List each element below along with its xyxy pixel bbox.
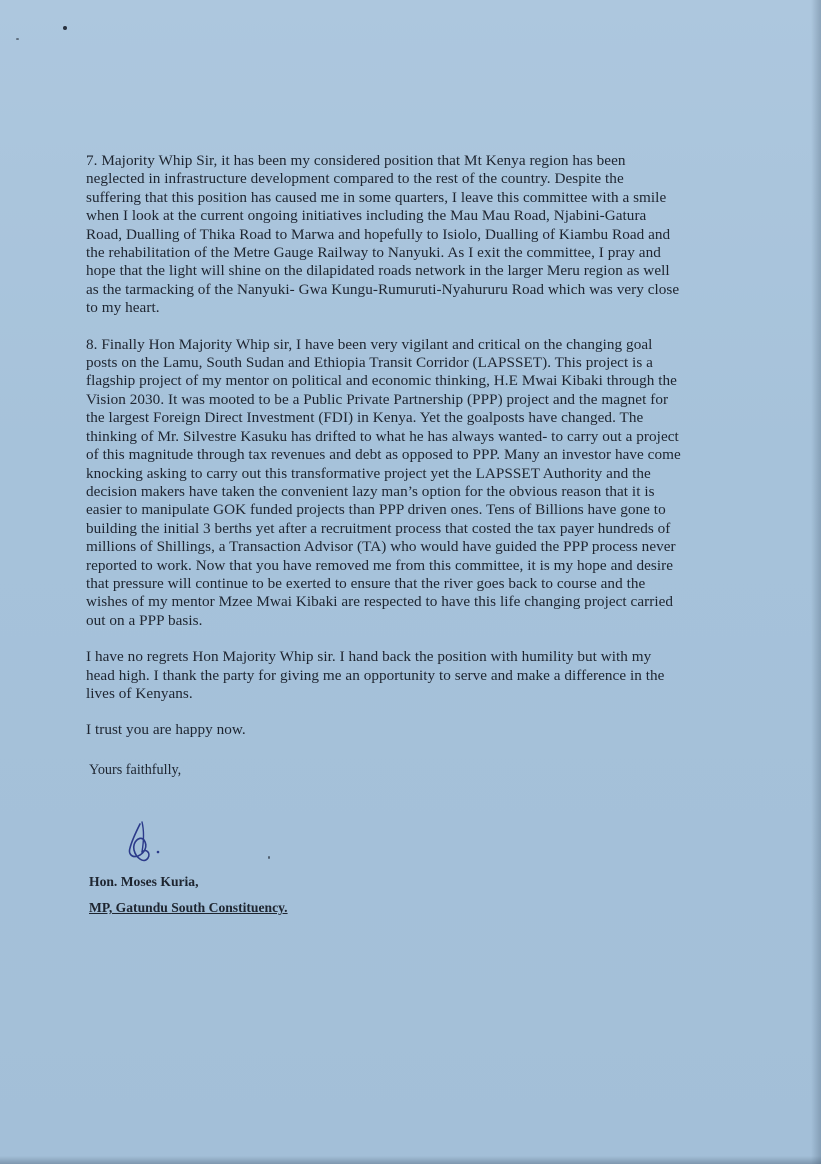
paragraph-no-regrets xyxy=(86,648,726,703)
text-line: that pressure will continue to be exerted to ensure that the river goes back to course and the xyxy=(86,574,646,592)
signatory-name: Hon. Moses Kuria, xyxy=(89,874,199,889)
handwritten-signature xyxy=(118,818,178,868)
letter-body xyxy=(86,152,726,779)
scan-speck xyxy=(268,856,270,859)
paragraph-8 xyxy=(86,336,726,631)
text-line: the largest Foreign Direct Investment (FDI) in Kenya. Yet the goalposts have changed. The xyxy=(86,409,644,427)
text-line: knocking asking to carry out this transformative project yet the LAPSSET Authority and the xyxy=(86,464,651,482)
text-line: thinking of Mr. Silvestre Kasuku has drifted to what he has always wanted- to carry out a project xyxy=(86,427,679,445)
text-line: out on a PPP basis. xyxy=(86,611,203,629)
text-line: 7. Majority Whip Sir, it has been my considered position that Mt Kenya region has been xyxy=(86,152,626,169)
scan-edge-shadow xyxy=(811,0,821,1164)
text-line: posts on the Lamu, South Sudan and Ethiopia Transit Corridor (LAPSSET). This project is a xyxy=(86,354,653,372)
trust-line xyxy=(86,721,726,739)
signatory-title: MP, Gatundu South Constituency. xyxy=(89,900,288,915)
text-line: Vision 2030. It was mooted to be a Public Private Partnership (PPP) project and the magnet for xyxy=(86,390,669,408)
text-line: to my heart. xyxy=(86,299,160,317)
text-line: wishes of my mentor Mzee Mwai Kibaki are respected to have this life changing project carried xyxy=(86,593,674,611)
text-line: head high. I thank the party for giving me an opportunity to serve and make a difference in the xyxy=(86,666,665,684)
text-line: easier to manipulate GOK funded projects than PPP driven ones. Tens of Billions have gone to xyxy=(86,501,666,519)
text-line: of this magnitude through tax revenues and debt as opposed to PPP. Many an investor have come xyxy=(86,446,681,464)
text-line: flagship project of my mentor on political and economic thinking, H.E Mwai Kibaki through the xyxy=(86,372,677,390)
text-line: neglected in infrastructure development compared to the rest of the country. Despite the xyxy=(86,170,624,188)
text-line: as the tarmacking of the Nanyuki- Gwa Kungu-Rumuruti-Nyahururu Road which was very close xyxy=(86,280,680,298)
text-line: when I look at the current ongoing initiatives including the Mau Mau Road, Njabini-Gatura xyxy=(86,207,647,225)
text-line: the rehabilitation of the Metre Gauge Railway to Nanyuki. As I exit the committee, I pray and xyxy=(86,244,661,262)
closing-salutation: Yours faithfully, xyxy=(89,761,182,778)
text-line: reported to work. Now that you have removed me from this committee, it is my hope and desire xyxy=(86,556,674,574)
scan-speck xyxy=(16,38,19,40)
text-line: 8. Finally Hon Majority Whip sir, I have been very vigilant and critical on the changing goal xyxy=(86,335,653,353)
text-line: millions of Shillings, a Transaction Advisor (TA) who would have guided the PPP process never xyxy=(86,538,676,556)
text-line: hope that the light will shine on the dilapidated roads network in the larger Meru region as well xyxy=(86,262,670,280)
text-line: I trust you are happy now. xyxy=(86,721,246,739)
text-line: building the initial 3 berths yet after a recruitment process that costed the tax payer hundreds of xyxy=(86,519,671,537)
scan-speck xyxy=(63,26,67,30)
text-line: decision makers have taken the convenient lazy man’s option for the obvious reason that it is xyxy=(86,482,655,500)
text-line: lives of Kenyans. xyxy=(86,684,193,702)
paragraph-7 xyxy=(86,152,726,318)
text-line: suffering that this position has caused me in some quarters, I leave this committee with a smile xyxy=(86,188,667,206)
scan-bottom-shade xyxy=(0,1156,821,1164)
text-line: I have no regrets Hon Majority Whip sir. I hand back the position with humility but with my xyxy=(86,648,652,666)
text-line: Road, Dualling of Thika Road to Marwa and hopefully to Isiolo, Dualling of Kiambu Road and xyxy=(86,225,671,243)
